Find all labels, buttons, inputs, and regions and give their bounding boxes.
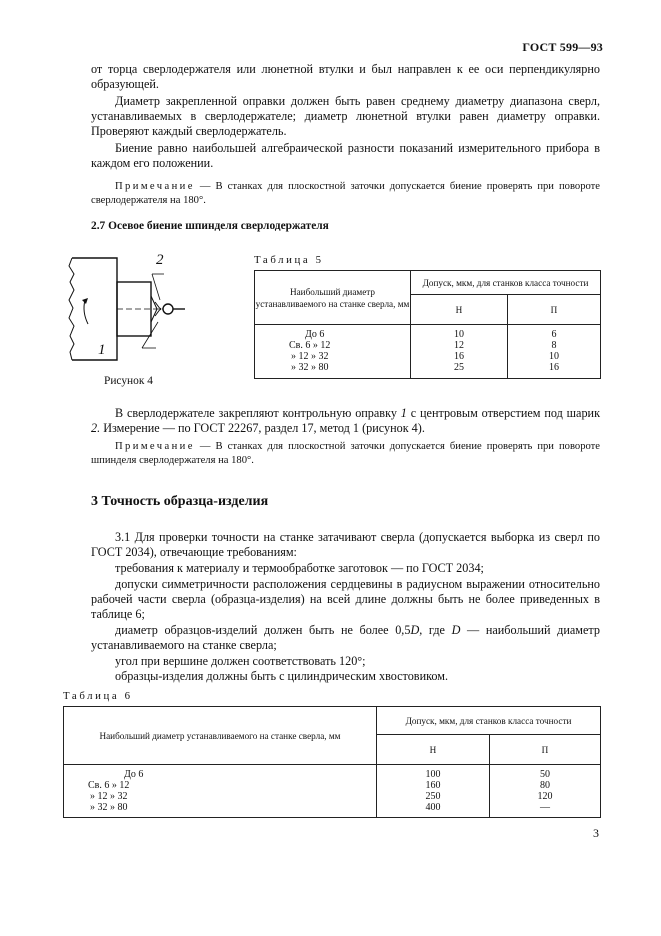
table-5-header-class-p: П (508, 295, 601, 325)
paragraph-sample-diameter (91, 623, 600, 653)
table-5-header-diameter: Наибольший диаметр устанавливаемого на станке сверла, мм (255, 271, 411, 325)
table-6-header-diameter: Наибольший диаметр устанавливаемого на станке сверла, мм (64, 707, 377, 765)
table-cell: 10 (454, 329, 464, 340)
text-run: В сверлодержателе закрепляют контрольную оправку (115, 406, 401, 420)
table-6-n-values (377, 765, 490, 818)
note-label: Примечание (115, 181, 195, 192)
table-cell: — (540, 802, 550, 813)
table-row: » 12 » 32 (291, 351, 329, 362)
table-cell: 6 (551, 329, 557, 340)
paragraph-mandrel-diameter: Диаметр закрепленной оправки должен быть равен среднему диаметру диапазона сверл, устанавливаемых в сверлодержателе; диаметр люнетной втулки равен диаметру оправки. Проверяют каждый сверлодержатель. (91, 94, 600, 138)
paragraph-runout-definition: Биение равно наибольшей алгебраической разности показаний измерительного прибора в каждом его положении. (91, 141, 600, 170)
note-1 (91, 180, 600, 207)
table-cell: 250 (425, 791, 441, 802)
paragraph-mandrel-setup (91, 406, 600, 436)
table-cell: 10 (549, 351, 559, 362)
note-2 (91, 440, 600, 467)
table-cell: 80 (540, 780, 550, 791)
table-row: Св. 6 » 12 (289, 340, 331, 351)
figure-4-label-1: 1 (98, 342, 106, 358)
table-6-header-class-p: П (490, 735, 601, 765)
table-5-ranges (255, 325, 411, 379)
table-6-header-tolerance: Допуск, мкм, для станков класса точности (377, 707, 601, 735)
table-cell: 50 (540, 769, 550, 780)
paragraph-continuation: от торца сверлодержателя или люнетной втулки и был направлен к ее оси перпендикулярно образующей. (91, 62, 600, 91)
section-heading-3: 3 Точность образца-изделия (91, 494, 269, 509)
note-text: — В станках для плоскостной заточки допускается биение проверять при повороте шпинделя сверлодержателя на 180°. (91, 441, 600, 466)
note-label: Примечание (115, 441, 195, 452)
table-cell: 12 (454, 340, 464, 351)
table-row: Св. 6 » 12 (88, 780, 130, 791)
text-run: диаметр образцов-изделий должен быть не более 0,5 (115, 623, 411, 637)
table-row: » 32 » 80 (90, 802, 128, 813)
paragraph-symmetry-tolerance: допуски симметричности расположения сердцевины в радиусном выражении относительно рабочей части сверла (образца-изделия) на всей длине должны быть не более приведенных в таблице 6; (91, 577, 600, 621)
paragraph-shank-type: образцы-изделия должны быть с цилиндрическим хвостовиком. (115, 669, 449, 683)
text-run: 2. (91, 421, 101, 435)
note-text: — В станках для плоскостной заточки допускается биение проверять при повороте сверлодержателя на 180°. (91, 181, 600, 206)
table-6-ranges (64, 765, 377, 818)
table-cell: 8 (551, 340, 557, 351)
text-run: D (451, 623, 461, 637)
paragraph-material-requirements: требования к материалу и термообработке заготовок — по ГОСТ 2034; (115, 561, 484, 575)
paragraph-3-1: 3.1 Для проверки точности на станке затачивают сверла (допускается выборка из сверл по ГОСТ 2034), отвечающие требованиям: (91, 530, 600, 559)
table-5-p-values (508, 325, 601, 379)
document-header: ГОСТ 599—93 (522, 40, 603, 54)
text-run: D (410, 623, 420, 637)
table-cell: 16 (454, 351, 464, 362)
figure-4-drawing (60, 252, 200, 372)
text-run: , где (419, 623, 452, 637)
table-row: » 12 » 32 (90, 791, 128, 802)
table-5 (254, 270, 601, 379)
table-5-header-class-n: Н (411, 295, 508, 325)
text-run: с центровым отверстием под шарик (406, 406, 600, 420)
table-cell: 120 (537, 791, 553, 802)
table-cell: 400 (425, 802, 441, 813)
table-5-caption: Таблица 5 (254, 254, 324, 266)
paragraph-point-angle: угол при вершине должен соответствовать 120°; (115, 654, 366, 668)
section-heading-2-7: 2.7 Осевое биение шпинделя сверлодержателя (91, 220, 329, 232)
table-6-caption: Таблица 6 (63, 690, 133, 702)
table-cell: 25 (454, 362, 464, 373)
table-6-header-class-n: Н (377, 735, 490, 765)
table-cell: 100 (425, 769, 441, 780)
table-row: До 6 (124, 769, 144, 780)
text-run: Измерение — по ГОСТ 22267, раздел 17, метод 1 (рисунок 4). (100, 421, 425, 435)
page-number: 3 (593, 826, 599, 840)
table-row: » 32 » 80 (291, 362, 329, 373)
text-run: 1 (400, 406, 407, 420)
table-cell: 16 (549, 362, 559, 373)
figure-4-caption: Рисунок 4 (104, 375, 153, 387)
text-run: — наибольший диаметр устанавливаемого на станке сверла; (91, 623, 600, 652)
table-row: До 6 (305, 329, 325, 340)
table-5-header-tolerance: Допуск, мкм, для станков класса точности (411, 271, 601, 295)
table-6 (63, 706, 601, 818)
table-cell: 160 (425, 780, 441, 791)
table-6-p-values (490, 765, 601, 818)
table-5-n-values (411, 325, 508, 379)
figure-4-label-2: 2 (156, 252, 164, 268)
